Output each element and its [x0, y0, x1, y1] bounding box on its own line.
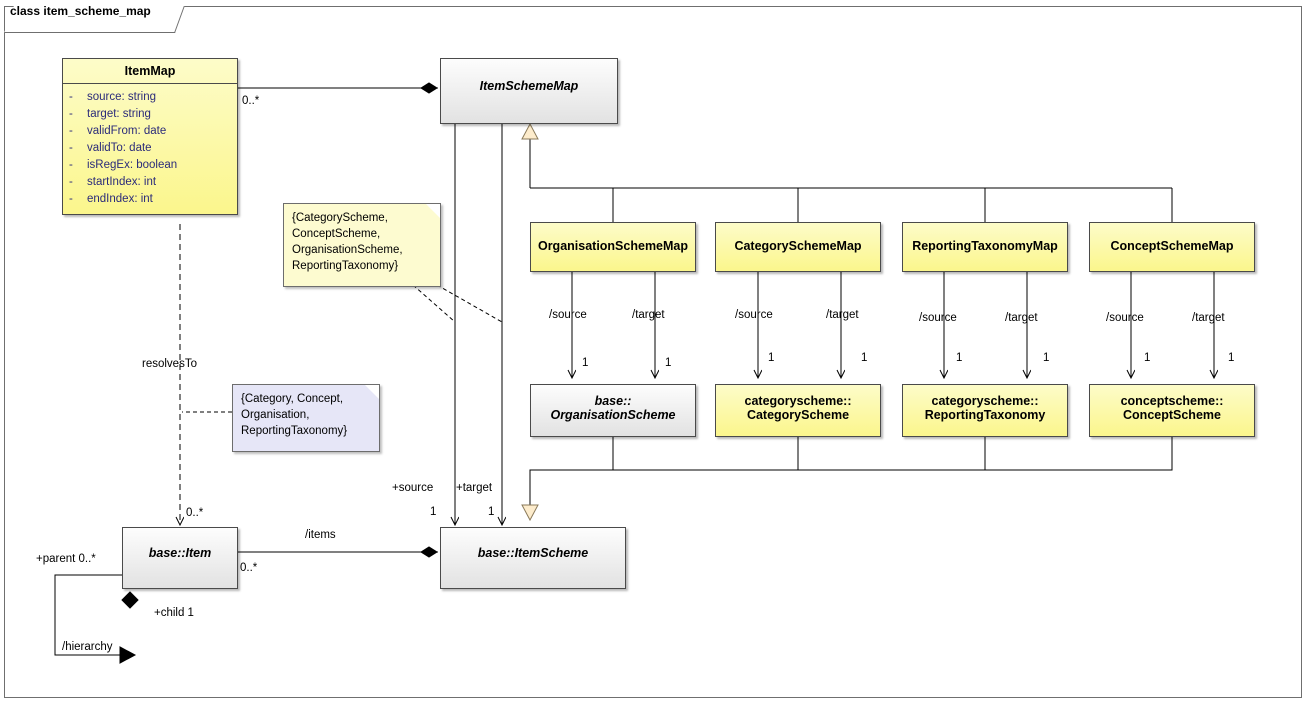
class-categoryscheme-categoryscheme[interactable] — [715, 384, 881, 437]
class-categoryscheme-reportingtaxonomy-title-line1: categoryscheme:: — [931, 394, 1039, 408]
label-con-target-role: /target — [1192, 312, 1225, 324]
class-categoryscheme-categoryscheme-title-line2: CategoryScheme — [746, 408, 850, 422]
class-categoryschememap-title: CategorySchemeMap — [734, 239, 862, 253]
attribute-text: validFrom: date — [87, 125, 167, 137]
attribute-row — [69, 89, 233, 106]
label-con-source-role: /source — [1106, 312, 1144, 324]
class-reportingtaxonomymap[interactable] — [902, 222, 1068, 272]
label-multiplicity-one: 1 — [1144, 352, 1151, 364]
class-base-itemscheme[interactable] — [440, 527, 626, 589]
label-rep-target-role: /target — [1005, 312, 1038, 324]
note-fold-icon — [365, 385, 379, 399]
class-categoryscheme-categoryscheme-title-line1: categoryscheme:: — [744, 394, 852, 408]
label-multiplicity-one: 1 — [861, 352, 868, 364]
class-categoryscheme-reportingtaxonomy[interactable] — [902, 384, 1068, 437]
note-items — [232, 384, 380, 452]
label-multiplicity-one: 1 — [768, 352, 775, 364]
attribute-visibility: - — [69, 142, 73, 154]
attribute-row — [69, 191, 233, 208]
label-parent-role: +parent 0..* — [36, 553, 96, 565]
label-multiplicity-one: 1 — [665, 357, 672, 369]
class-itemmap[interactable] — [62, 58, 238, 215]
attribute-text: startIndex: int — [87, 176, 157, 188]
class-base-organisationscheme[interactable] — [530, 384, 696, 437]
label-multiplicity-one: 1 — [1228, 352, 1235, 364]
class-itemschememap[interactable] — [440, 58, 618, 124]
attribute-text: target: string — [87, 108, 151, 120]
attribute-row — [69, 140, 233, 157]
label-org-target-role: /target — [632, 309, 665, 321]
class-itemschememap-title: ItemSchemeMap — [479, 79, 579, 93]
class-base-organisationscheme-title-line2: OrganisationScheme — [550, 408, 676, 422]
label-multiplicity-one: 1 — [1043, 352, 1050, 364]
label-cat-target-role: /target — [826, 309, 859, 321]
class-categoryscheme-reportingtaxonomy-title-line2: ReportingTaxonomy — [924, 408, 1046, 422]
label-source-role: +source — [392, 482, 434, 494]
attribute-row — [69, 157, 233, 174]
note-schemes-text: {CategoryScheme, ConceptScheme, OrganisationScheme, ReportingTaxonomy} — [292, 212, 403, 272]
attribute-visibility: - — [69, 108, 73, 120]
label-child-role: +child 1 — [154, 607, 194, 619]
label-org-source-role: /source — [549, 309, 587, 321]
diagram-title: class item_scheme_map — [10, 4, 151, 18]
label-itemmap-multiplicity: 0..* — [242, 95, 260, 107]
attribute-row — [69, 174, 233, 191]
note-schemes — [283, 203, 441, 287]
label-hierarchy-role: /hierarchy — [62, 641, 113, 653]
attribute-visibility: - — [69, 91, 73, 103]
attribute-visibility: - — [69, 159, 73, 171]
class-base-itemscheme-title: base::ItemScheme — [477, 546, 589, 560]
label-multiplicity-one: 1 — [956, 352, 963, 364]
class-itemmap-title: ItemMap — [124, 64, 176, 78]
label-items-multiplicity: 0..* — [240, 562, 258, 574]
attribute-visibility: - — [69, 125, 73, 137]
class-organisationschememap[interactable] — [530, 222, 696, 272]
label-target-multiplicity: 1 — [488, 506, 495, 518]
class-reportingtaxonomymap-title: ReportingTaxonomyMap — [912, 239, 1058, 253]
label-items-role: /items — [305, 529, 336, 541]
attribute-row — [69, 123, 233, 140]
label-source-multiplicity: 1 — [430, 506, 437, 518]
attribute-text: source: string — [87, 91, 157, 103]
class-base-item[interactable] — [122, 527, 238, 589]
class-conceptscheme-conceptscheme[interactable] — [1089, 384, 1255, 437]
class-itemmap-attributes — [63, 83, 237, 214]
attribute-visibility: - — [69, 176, 73, 188]
label-item-multiplicity: 0..* — [186, 507, 204, 519]
attribute-text: validTo: date — [87, 142, 152, 154]
class-base-item-title: base::Item — [148, 546, 212, 560]
label-target-role: +target — [456, 482, 493, 494]
class-conceptschememap-title: ConceptSchemeMap — [1110, 239, 1234, 253]
attribute-visibility: - — [69, 193, 73, 205]
attribute-text: isRegEx: boolean — [87, 159, 178, 171]
class-conceptscheme-conceptscheme-title-line1: conceptscheme:: — [1120, 394, 1224, 408]
label-resolvesto: resolvesTo — [142, 358, 197, 370]
note-items-text: {Category, Concept, Organisation, ReportingTaxonomy} — [241, 393, 348, 437]
attribute-row — [69, 106, 233, 123]
class-categoryschememap[interactable] — [715, 222, 881, 272]
note-fold-icon — [426, 204, 440, 218]
label-multiplicity-one: 1 — [582, 357, 589, 369]
attribute-text: endIndex: int — [87, 193, 153, 205]
class-conceptscheme-conceptscheme-title-line2: ConceptScheme — [1123, 408, 1221, 422]
class-conceptschememap[interactable] — [1089, 222, 1255, 272]
label-rep-source-role: /source — [919, 312, 957, 324]
label-cat-source-role: /source — [735, 309, 773, 321]
class-organisationschememap-title: OrganisationSchemeMap — [537, 239, 689, 253]
class-base-organisationscheme-title-line1: base:: — [594, 394, 632, 408]
